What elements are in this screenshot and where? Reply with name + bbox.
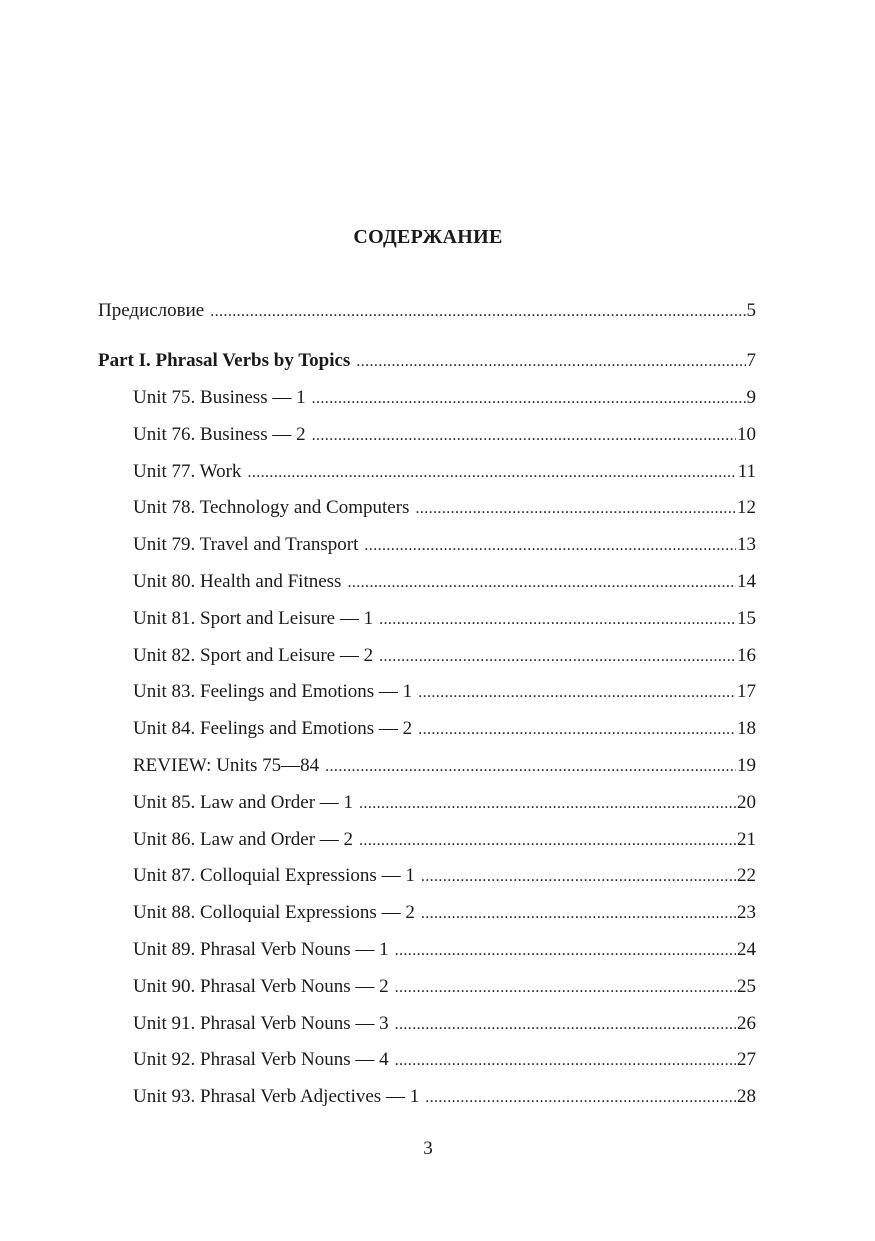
toc-leader-dots [395, 938, 736, 964]
toc-leader-dots [418, 680, 736, 706]
toc-leader-dots [312, 386, 746, 412]
toc-entry-label: Unit 87. Colloquial Expressions — 1 [133, 865, 415, 886]
toc-entry-unit-80[interactable] [133, 569, 756, 595]
toc-leader-dots [356, 349, 745, 375]
toc-entry-page: 11 [737, 461, 756, 482]
toc-entry-label: Unit 75. Business — 1 [133, 387, 306, 408]
toc-entry-label: Unit 88. Colloquial Expressions — 2 [133, 902, 415, 923]
toc-entry-preface[interactable] [98, 298, 756, 324]
toc-entry-unit-75[interactable] [133, 385, 756, 411]
toc-entry-label: REVIEW: Units 75—84 [133, 755, 320, 776]
toc-entry-page: 13 [737, 534, 756, 555]
toc-entry-label: Предисловие [98, 300, 205, 321]
toc-entry-label: Unit 77. Work [133, 461, 242, 482]
toc-entry-page: 23 [737, 902, 756, 923]
toc-entry-unit-82[interactable] [133, 643, 756, 669]
toc-entry-page: 19 [737, 755, 756, 776]
toc-entry-label: Unit 86. Law and Order — 2 [133, 829, 354, 850]
toc-leader-dots [325, 754, 736, 780]
toc-entry-page: 10 [737, 424, 756, 445]
toc-entry-label: Unit 83. Feelings and Emotions — 1 [133, 681, 413, 702]
toc-entry-label: Unit 93. Phrasal Verb Adjectives — 1 [133, 1086, 420, 1107]
toc-leader-dots [379, 607, 736, 633]
toc-entry-unit-87[interactable] [133, 863, 756, 889]
toc-entry-label: Unit 84. Feelings and Emotions — 2 [133, 718, 413, 739]
toc-leader-dots [347, 570, 736, 596]
toc-entry-unit-83[interactable] [133, 679, 756, 705]
toc-entry-page: 24 [737, 939, 756, 960]
toc-entry-unit-85[interactable] [133, 790, 756, 816]
toc-leader-dots [359, 828, 736, 854]
toc-entry-page: 17 [737, 681, 756, 702]
toc-entry-unit-84[interactable] [133, 716, 756, 742]
toc-entry-page: 7 [746, 350, 756, 371]
toc-leader-dots [395, 1048, 736, 1074]
toc-entry-label: Unit 89. Phrasal Verb Nouns — 1 [133, 939, 389, 960]
toc-leader-dots [421, 864, 736, 890]
toc-entry-unit-90[interactable] [133, 974, 756, 1000]
toc-entry-review-75-84[interactable] [133, 753, 756, 779]
toc-entry-page: 25 [737, 976, 756, 997]
toc-entry-label: Unit 92. Phrasal Verb Nouns — 4 [133, 1049, 389, 1070]
toc-entry-label: Unit 85. Law and Order — 1 [133, 792, 354, 813]
toc-entry-label: Unit 80. Health and Fitness [133, 571, 342, 592]
toc-entry-unit-93[interactable] [133, 1084, 756, 1110]
page-title: СОДЕРЖАНИЕ [353, 226, 503, 248]
toc-entry-unit-77[interactable] [133, 459, 756, 485]
toc-entry-page: 14 [737, 571, 756, 592]
toc-leader-dots [421, 901, 736, 927]
toc-leader-dots [312, 423, 736, 449]
toc-leader-dots [395, 1012, 736, 1038]
toc-entry-unit-89[interactable] [133, 937, 756, 963]
toc-leader-dots [379, 644, 736, 670]
page-number: 3 [423, 1138, 433, 1159]
toc-leader-dots [415, 496, 736, 522]
toc-entry-page: 5 [746, 300, 756, 321]
toc-entry-unit-88[interactable] [133, 900, 756, 926]
toc-entry-page: 27 [737, 1049, 756, 1070]
toc-entry-label: Unit 76. Business — 2 [133, 424, 306, 445]
toc-leader-dots [359, 791, 736, 817]
toc-leader-dots [418, 717, 736, 743]
toc-leader-dots [395, 975, 736, 1001]
toc-entry-page: 26 [737, 1013, 756, 1034]
toc-entry-part-1[interactable] [98, 348, 756, 374]
toc-entry-unit-86[interactable] [133, 827, 756, 853]
toc-leader-dots [210, 299, 745, 325]
toc-entry-page: 28 [737, 1086, 756, 1107]
toc-entry-page: 16 [737, 645, 756, 666]
toc-leader-dots [247, 460, 736, 486]
toc-entry-page: 22 [737, 865, 756, 886]
toc-entry-unit-76[interactable] [133, 422, 756, 448]
toc-entry-page: 18 [737, 718, 756, 739]
toc-entry-label: Unit 78. Technology and Computers [133, 497, 410, 518]
toc-entry-label: Unit 81. Sport and Leisure — 1 [133, 608, 374, 629]
toc-entry-unit-81[interactable] [133, 606, 756, 632]
toc-entry-label: Part I. Phrasal Verbs by Topics [98, 350, 351, 371]
toc-entry-page: 9 [746, 387, 756, 408]
toc-entry-label: Unit 91. Phrasal Verb Nouns — 3 [133, 1013, 389, 1034]
toc-entry-page: 12 [737, 497, 756, 518]
toc-entry-unit-78[interactable] [133, 495, 756, 521]
toc-entry-unit-92[interactable] [133, 1047, 756, 1073]
toc-entry-page: 21 [737, 829, 756, 850]
toc-entry-unit-91[interactable] [133, 1011, 756, 1037]
toc-entry-page: 20 [737, 792, 756, 813]
toc-entry-label: Unit 82. Sport and Leisure — 2 [133, 645, 374, 666]
toc-leader-dots [425, 1085, 736, 1111]
toc-entry-unit-79[interactable] [133, 532, 756, 558]
toc-entry-page: 15 [737, 608, 756, 629]
toc-entry-label: Unit 79. Travel and Transport [133, 534, 359, 555]
toc-entry-label: Unit 90. Phrasal Verb Nouns — 2 [133, 976, 389, 997]
toc-leader-dots [364, 533, 736, 559]
